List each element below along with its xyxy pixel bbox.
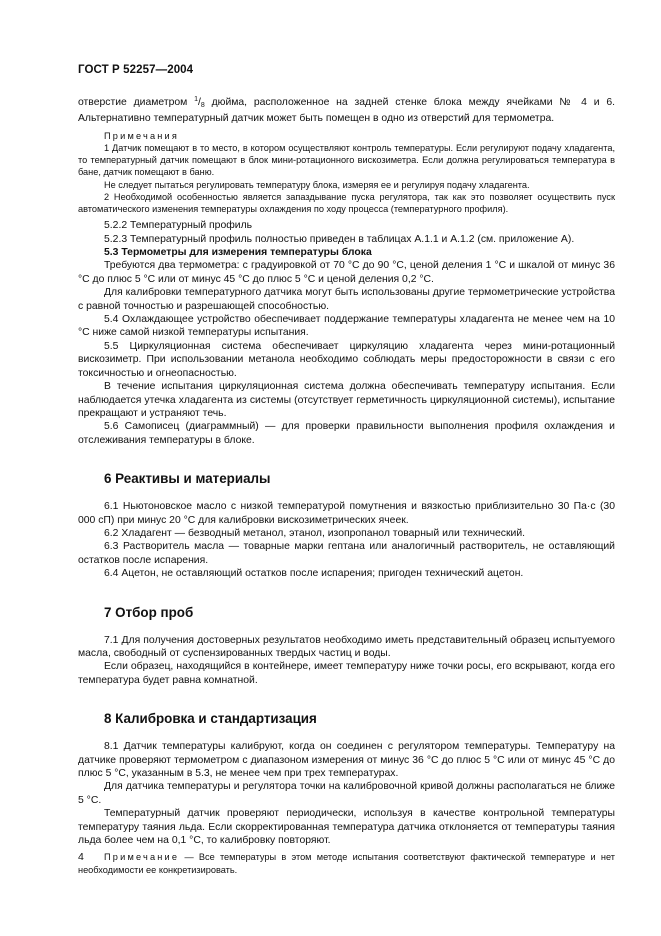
page-content <box>78 93 615 876</box>
note-2: 2 Необходимой особенностью является запаздывание пуска регулятора, так как это позволяет осуществить пуск автоматического изменения температуры охлаждения по ходу процесса (температурного профиля). <box>78 191 615 215</box>
note-1b: Не следует пытаться регулировать температуру блока, измеряя ее и регулируя подачу хладагента. <box>104 179 530 190</box>
clause-5-5: 5.5 Циркуляционная система обеспечивает циркуляцию хладагента через мини-ротационный вискозиметр. При использовании метанола необходимо соблюдать меры предосторожности в связи с его токсичностью и огнеопасностью. <box>78 340 615 379</box>
note-1: 1 Датчик помещают в то место, в котором осуществляют контроль температуры. Если регулируют подачу хладагента, то температурный датчик помещают в блок мини-ротационного вискозиметра. Если должна регулироваться температура в бане, датчик помещают в баню. <box>78 143 615 178</box>
page-number: 4 <box>78 851 84 863</box>
clause-6-4: 6.4 Ацетон, не оставляющий остатков после испарения; пригоден технический ацетон. <box>104 568 524 580</box>
document-header: ГОСТ Р 52257—2004 <box>78 64 194 76</box>
clause-8-1: 8.1 Датчик температуры калибруют, когда он соединен с регулятором температуры. Температуру на датчике проверяют термометром с диапазоном измерения от минус 36 °С до плюс 5 °С или от минус 45 °С до плюс 5 °С, указанным в 5.3, не менее чем при трех температурах. <box>78 741 615 780</box>
clause-5-4: 5.4 Охлаждающее устройство обеспечивает поддержание температуры хладагента не менее чем на 10 °С ниже самой низкой температуры испытания. <box>78 314 615 339</box>
notes-title: Примечания <box>104 130 180 141</box>
clause-5-2-2: 5.2.2 Температурный профиль <box>104 220 253 232</box>
clause-5-3-text-2: Для калибровки температурного датчика могут быть использованы другие термометрические устройства с равной точностью и разрешающей способностью. <box>78 287 615 312</box>
section-7-heading: 7 Отбор проб <box>104 604 194 620</box>
clause-6-2: 6.2 Хладагент — безводный метанол, этанол, изопропанол товарный или технический. <box>104 527 526 539</box>
clause-5-6: 5.6 Самописец (диаграммный) — для проверки правильности выполнения профиля охлаждения и отслеживания температуры в блоке. <box>78 421 615 446</box>
note-section-8: Примечание — Все температуры в этом методе испытания соответствуют фактической температуре и нет необходимости ее конкретизировать. <box>78 852 615 875</box>
clause-5-2-3: 5.2.3 Температурный профиль полностью приведен в таблицах А.1.1 и А.1.2 (см. приложение А). <box>104 233 575 245</box>
clause-5-3-text: Требуются два термометра: с градуировкой от 70 °С до 90 °С, ценой деления 1 °С и шкалой от минус 36 °С до плюс 5 °С или от минус 45 °С до плюс 5 °С и ценой деления 0,2 °С. <box>78 260 615 285</box>
clause-7-1: 7.1 Для получения достоверных результатов необходимо иметь представительный образец испытуемого масла, свободный от суспензированных твердых частиц и воды. <box>78 634 615 659</box>
clause-6-1: 6.1 Ньютоновское масло с низкой температурой помутнения и вязкостью приблизительно 30 Па·с (30 000 сП) при минус 20 °С для калибровки вискозиметрических ячеек. <box>78 501 615 526</box>
section-6-heading: 6 Реактивы и материалы <box>104 471 271 487</box>
clause-7-1-text-2: Если образец, находящийся в контейнере, имеет температуру ниже точки росы, его вскрывают, когда его температура будет равна комнатной. <box>78 661 615 686</box>
clause-8-1-text-2: Для датчика температуры и регулятора точки на калибровочной кривой должны располагаться не ближе 5 °С. <box>78 781 615 806</box>
section-8-heading: 8 Калибровка и стандартизация <box>104 711 317 727</box>
clause-5-5-text-2: В течение испытания циркуляционная система должна обеспечивать температуру испытания. Если наблюдается утечка хладагента из системы (отсутствует герметичность циркуляционной системы), испытание прекращают и устраняют течь. <box>78 381 615 419</box>
paragraph-continuation: отверстие диаметром $^1/_8$ дюйма, расположенное на задней стенке блока между ячейками № 4 и 6. Альтернативно температурный датчик может быть помещен в одно из отверстий для термометра. <box>78 96 616 125</box>
clause-8-1-text-3: Температурный датчик проверяют периодически, используя в качестве контрольной температуры температуру таяния льда. Если скорректированная температура датчика отклоняется от температуры таяния льда более чем на 0,1 °С, то калибровку повторяют. <box>78 808 615 847</box>
clause-6-3: 6.3 Растворитель масла — товарные марки гептана или аналогичный растворитель, не оставляющий остатков после испарения. <box>78 541 615 566</box>
clause-5-3-title: 5.3 Термометры для измерения температуры блока <box>104 247 372 259</box>
